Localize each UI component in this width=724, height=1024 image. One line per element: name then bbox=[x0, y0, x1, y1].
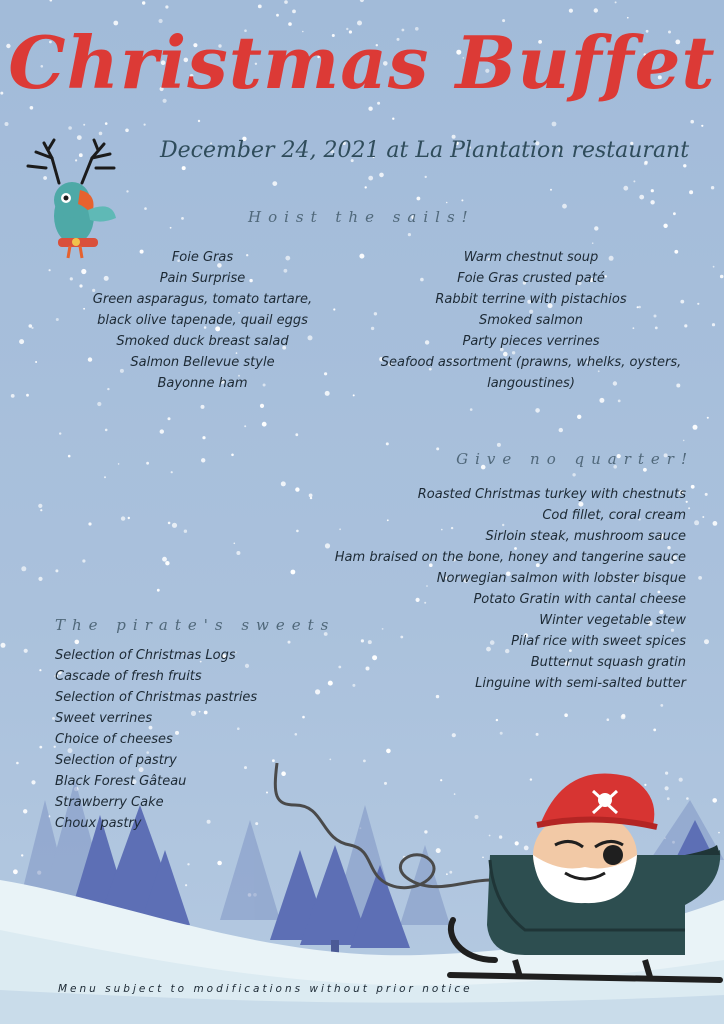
list-item: Selection of pastry bbox=[55, 753, 177, 768]
list-item: Winter vegetable stew bbox=[539, 613, 686, 628]
list-item: Selection of Christmas pastries bbox=[55, 690, 258, 705]
list-item: Salmon Bellevue style bbox=[130, 355, 275, 370]
starters-right-list bbox=[368, 247, 694, 394]
list-item: Strawberry Cake bbox=[55, 795, 164, 810]
list-item: Cascade of fresh fruits bbox=[55, 669, 202, 684]
list-item: Choux pastry bbox=[55, 816, 142, 831]
page-title: Christmas Buffet bbox=[8, 20, 716, 105]
starters-heading: Hoist the sails! bbox=[248, 208, 475, 226]
list-item: Green asparagus, tomato tartare, bbox=[92, 292, 313, 307]
list-item: Pain Surprise bbox=[159, 271, 246, 286]
list-item: Choice of cheeses bbox=[55, 732, 173, 747]
list-item: black olive tapenade, quail eggs bbox=[97, 313, 308, 328]
list-item: Seafood assortment (prawns, whelks, oysters, bbox=[380, 355, 682, 370]
list-item: Roasted Christmas turkey with chestnuts bbox=[417, 487, 686, 502]
list-item: Selection of Christmas Logs bbox=[55, 648, 236, 663]
list-item: Smoked salmon bbox=[479, 313, 583, 328]
list-item: Sirloin steak, mushroom sauce bbox=[485, 529, 686, 544]
list-item: Norwegian salmon with lobster bisque bbox=[436, 571, 686, 586]
list-item: Butternut squash gratin bbox=[530, 655, 686, 670]
list-item: Party pieces verrines bbox=[462, 334, 600, 349]
list-item: langoustines) bbox=[487, 376, 575, 391]
pirate-santa-sleigh-icon bbox=[265, 755, 724, 995]
list-item: Foie Gras crusted paté bbox=[457, 271, 605, 286]
mains-heading: Give no quarter! bbox=[456, 450, 694, 468]
list-item: Pilaf rice with sweet spices bbox=[511, 634, 686, 649]
list-item: Ham braised on the bone, honey and tangerine sauce bbox=[334, 550, 686, 565]
desserts-heading: The pirate's sweets bbox=[55, 616, 336, 634]
desserts-list bbox=[55, 645, 315, 834]
list-item: Warm chestnut soup bbox=[463, 250, 599, 265]
list-item: Smoked duck breast salad bbox=[116, 334, 289, 349]
footer-note: Menu subject to modifications without prior notice bbox=[58, 983, 473, 995]
starters-left-list bbox=[70, 247, 335, 394]
list-item: Rabbit terrine with pistachios bbox=[435, 292, 627, 307]
list-item: Bayonne ham bbox=[157, 376, 248, 391]
mains-list bbox=[300, 484, 686, 694]
list-item: Foie Gras bbox=[171, 250, 234, 265]
event-subtitle: December 24, 2021 at La Plantation restaurant bbox=[160, 138, 690, 163]
list-item: Sweet verrines bbox=[55, 711, 153, 726]
list-item: Potato Gratin with cantal cheese bbox=[473, 592, 686, 607]
list-item: Black Forest Gâteau bbox=[55, 774, 187, 789]
list-item: Linguine with semi-salted butter bbox=[475, 676, 686, 691]
list-item: Cod fillet, coral cream bbox=[542, 508, 686, 523]
